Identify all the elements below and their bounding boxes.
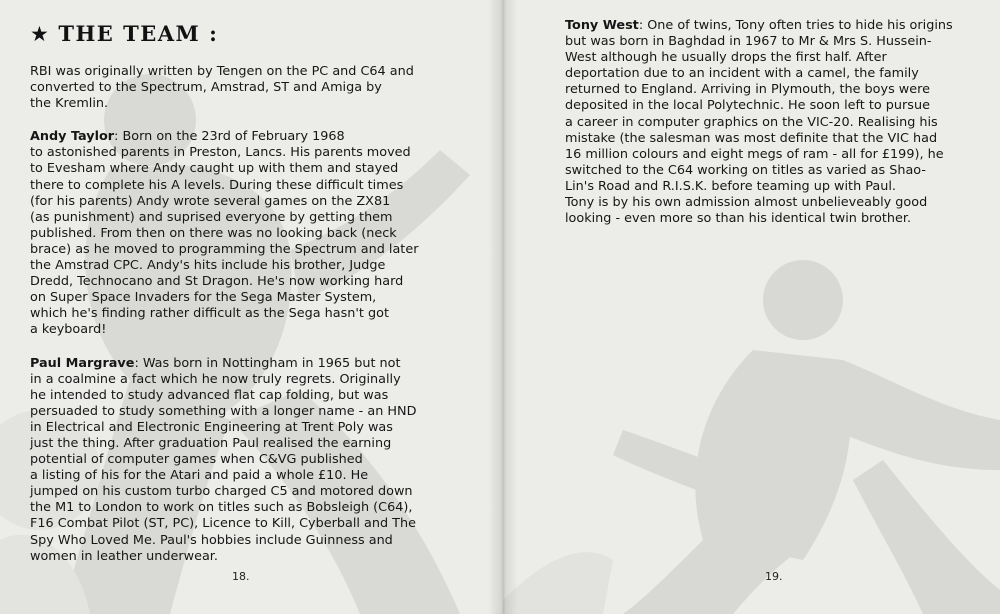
andy-line: (for his parents) Andy wrote several games on the ZX81 [30,193,391,209]
paul-line: the M1 to London to work on titles such as Bobsleigh (C64), [30,500,413,516]
tony-first-line-text: : One of twins, Tony often tries to hide his origins [638,18,953,33]
tony-line: but was born in Baghdad in 1967 to Mr & Mrs S. Hussein- [565,34,932,50]
andy-line: (as punishment) and suprised everyone by getting them [30,209,393,225]
right-text-column [565,18,953,244]
paul-line: women in leather underwear. [30,548,218,564]
tony-line: Lin's Road and R.I.S.K. before teaming up with Paul. [565,178,896,194]
andy-line: a keyboard! [30,322,107,338]
paul-name: Paul Margrave [30,355,135,371]
andy-line: Dredd, Technocano and St Dragon. He's now working hard [30,274,404,290]
intro-line: the Kremlin. [30,96,109,112]
tony-line: returned to England. Arriving in Plymouth, the boys were [565,82,930,98]
paul-line: potential of computer games when C&VG published [30,452,363,468]
andy-first-line-text: : Born on the 23rd of February 1968 [114,129,345,145]
andy-line: to Evesham where Andy caught up with them and stayed [30,161,399,177]
tony-line: 16 million colours and eight megs of ram - all for £199), he [565,146,944,162]
page-title [30,21,218,46]
paul-first-line-text: : Was born in Nottingham in 1965 but not [134,355,401,371]
tony-name: Tony West [565,18,639,33]
star-icon: ★ [30,22,51,46]
andy-line: the Amstrad CPC. Andy's hits include his brother, Judge [30,258,386,274]
paul-line: F16 Combat Pilot (ST, PC), Licence to Kill, Cyberball and The [30,516,416,532]
tony-west-paragraph [565,18,953,227]
andy-line: to astonished parents in Preston, Lancs. His parents moved [30,145,411,161]
tony-line: West although he usually drops the first half. After [565,50,887,66]
tony-first-line [565,18,953,34]
andy-line: brace) as he moved to programming the Spectrum and later [30,241,419,257]
paul-margrave-paragraph [30,356,418,565]
tony-line: Tony is by his own admission almost unbelieveably good [565,195,928,211]
intro-line: RBI was originally written by Tengen on the PC and C64 and [30,64,414,79]
page-number-left: 18. [232,570,250,583]
andy-first-line [30,129,418,145]
tony-line: looking - even more so than his identical twin brother. [565,211,912,227]
andy-line: published. From then on there was no looking back (neck [30,225,397,241]
andy-line: there to complete his A levels. During these difficult times [30,177,404,193]
paul-line: in Electrical and Electronic Engineering at Trent Poly was [30,419,393,435]
paul-first-line [30,356,418,372]
andy-line: on Super Space Invaders for the Sega Master System, [30,290,377,306]
andy-name: Andy Taylor [30,129,115,145]
tony-line: deportation due to an incident with a camel, the family [565,66,919,82]
paul-line: he intended to study advanced flat cap folding, but was [30,387,389,403]
page-title-text: THE TEAM : [58,21,219,46]
intro-line: converted to the Spectrum, Amstrad, ST and Amiga by [30,80,382,96]
page-number-right: 19. [765,570,783,583]
paul-line: in a coalmine a fact which he now truly regrets. Originally [30,371,401,387]
tony-line: switched to the C64 working on titles as varied as Shao- [565,162,926,178]
right-page [503,0,1000,614]
book-gutter-shadow [488,0,518,614]
paul-line: jumped on his custom turbo charged C5 and motored down [30,484,413,500]
intro-paragraph [30,64,418,112]
paul-line: Spy Who Loved Me. Paul's hobbies include Guinness and [30,532,393,548]
andy-line: which he's finding rather difficult as the Sega hasn't got [30,306,389,322]
paul-line: just the thing. After graduation Paul realised the earning [30,435,392,451]
tony-line: deposited in the local Polytechnic. He soon left to pursue [565,98,930,114]
tony-line: a career in computer graphics on the VIC-20. Realising his [565,114,938,130]
paul-line: persuaded to study something with a longer name - an HND [30,403,417,419]
left-text-column [30,64,418,582]
andy-taylor-paragraph [30,129,418,338]
paul-line: a listing of his for the Atari and paid a whole £10. He [30,468,369,484]
tony-line: mistake (the salesman was most definite that the VIC had [565,130,938,146]
